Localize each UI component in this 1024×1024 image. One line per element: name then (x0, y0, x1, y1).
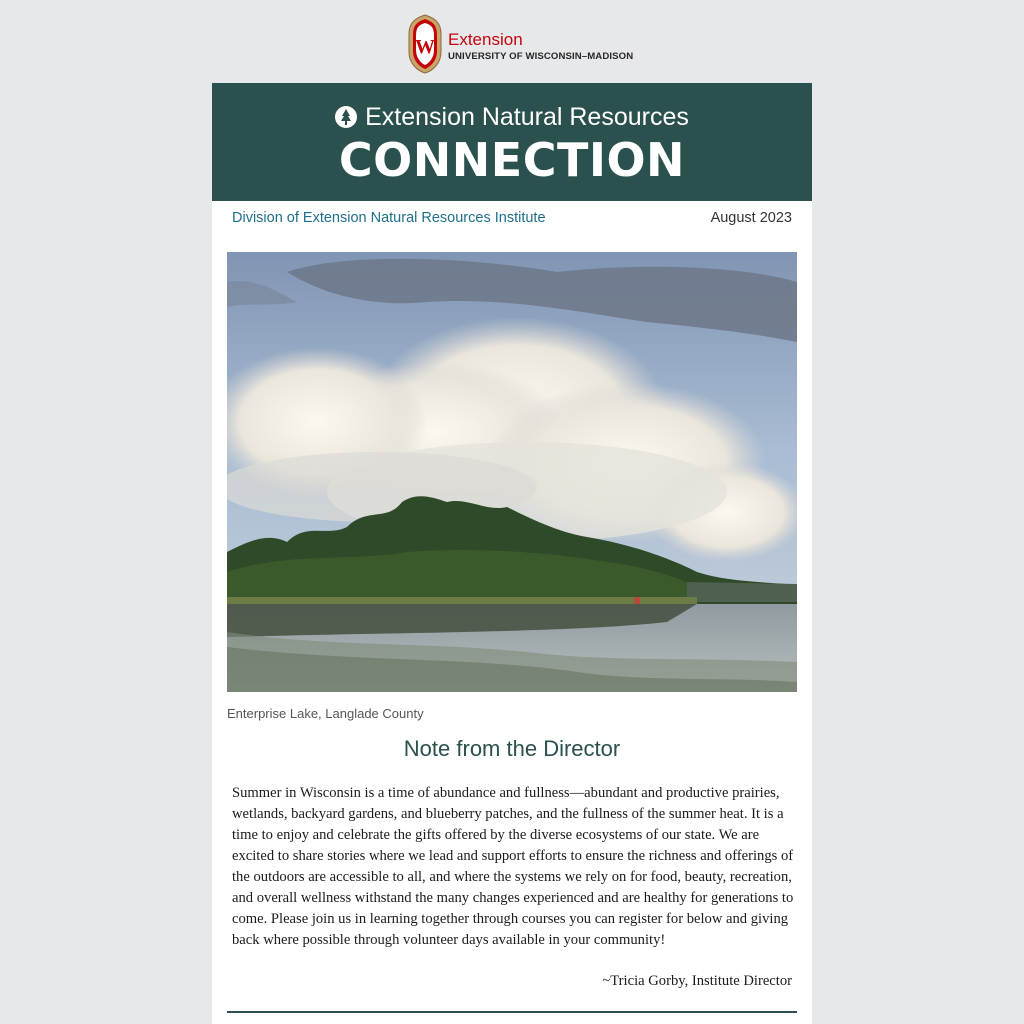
email-header (0, 0, 1024, 83)
banner-connection-title: CONNECTION (338, 133, 686, 187)
section-divider (227, 1011, 797, 1013)
subheader (232, 210, 792, 230)
lake-photo (227, 252, 797, 692)
banner-line1-text: Extension Natural Resources (365, 103, 689, 131)
lake-landscape-image (227, 252, 797, 692)
newsletter-banner (212, 83, 812, 201)
uw-extension-logo[interactable] (406, 14, 636, 74)
extension-label: Extension (448, 30, 523, 49)
note-body: Summer in Wisconsin is a time of abundance and fullness—abundant and productive prairies, wetlands, backyard gardens, and blueberry patches, and the fullness of the summer heat. It is a time to enjoy and celebrate the gifts offered by the diverse ecosystems of our state. We are excited to share stories where we lead and support efforts to ensure the richness and offerings of the outdoors are accessible to all, and where the systems we rely on for food, beauty, recreation, and overall wellness withstand the many changes experienced and are healthy for generations to come. Please join us in learning together through courses you can register for below and giving back where possible through volunteer days available in your community! (232, 785, 794, 948)
newsletter-card (212, 83, 812, 1024)
banner-title-line (212, 103, 812, 132)
issue-date: August 2023 (710, 210, 792, 226)
university-label: UNIVERSITY OF WISCONSIN–MADISON (448, 51, 634, 62)
tree-icon (335, 106, 357, 128)
photo-caption: Enterprise Lake, Langlade County (227, 706, 424, 721)
division-link[interactable]: Division of Extension Natural Resources Institute (232, 210, 546, 226)
note-title: Note from the Director (403, 736, 621, 761)
uw-crest-icon (406, 14, 444, 74)
note-signature: ~Tricia Gorby, Institute Director (602, 973, 792, 989)
svg-text:W: W (415, 36, 435, 58)
